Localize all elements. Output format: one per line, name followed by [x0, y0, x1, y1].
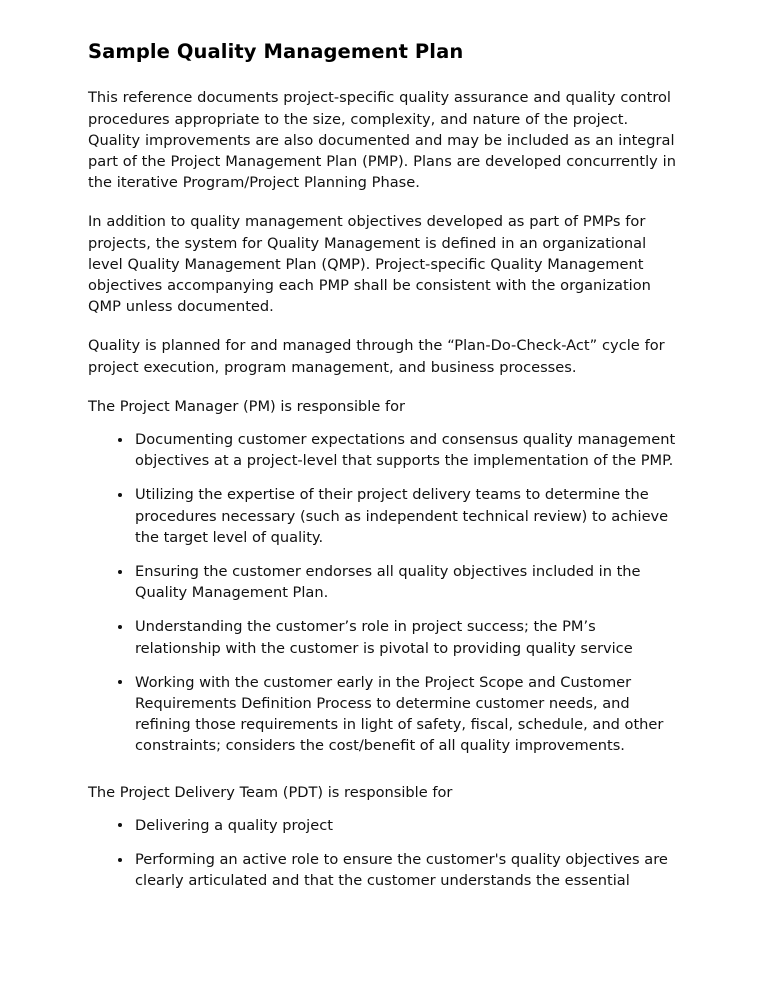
project-delivery-team-lead-in: The Project Delivery Team (PDT) is responsible for — [88, 783, 453, 801]
list-item-text: Working with the customer early in the Project Scope and Customer Requirements Definition Process to determine customer needs, and refining those requirements in light of safety, fiscal, schedule, and other constraints; considers the cost/benefit of all quality improvements. — [135, 673, 664, 755]
list-item — [88, 815, 680, 836]
bullet-dot-icon — [118, 570, 122, 574]
list-item-text: Performing an active role to ensure the customer's quality objectives are clearly articulated and that the customer understands the essential — [135, 851, 668, 890]
list-item — [88, 849, 680, 891]
bullet-dot-icon — [118, 438, 122, 442]
bullet-dot-icon — [118, 858, 122, 862]
bullet-dot-icon — [118, 823, 122, 827]
bullet-dot-icon — [118, 493, 122, 497]
list-item — [88, 429, 680, 471]
list-item — [88, 561, 680, 603]
page-title: Sample Quality Management Plan — [88, 40, 464, 63]
list-item-text: Utilizing the expertise of their project delivery teams to determine the procedures necessary (such as independent technical review) to achieve the target level of quality. — [135, 486, 669, 546]
list-item — [88, 616, 680, 658]
list-item — [88, 672, 680, 757]
project-manager-responsibility-list — [88, 429, 680, 757]
list-item-text: Ensuring the customer endorses all quality objectives included in the Quality Management Plan. — [135, 563, 641, 602]
bullet-dot-icon — [118, 625, 122, 629]
section-spacer — [88, 773, 680, 782]
intro-paragraph-3: Quality is planned for and managed through the “Plan-Do-Check-Act” cycle for project execution, program management, and business processes. — [88, 337, 665, 376]
project-delivery-team-responsibility-list — [88, 815, 680, 892]
list-item-text: Documenting customer expectations and consensus quality management objectives at a project-level that supports the implementation of the PMP. — [135, 431, 676, 470]
intro-paragraph-1: This reference documents project-specific quality assurance and quality control procedures appropriate to the size, complexity, and nature of the project. Quality improvements are also documented and may be included as an integral part of the Project Management Plan (PMP). Plans are developed concurrently in the iterative Program/Project Planning Phase. — [88, 89, 676, 192]
intro-paragraph-2: In addition to quality management objectives developed as part of PMPs for projects, the system for Quality Management is defined in an organizational level Quality Management Plan (QMP). Project-specific Quality Management objectives accompanying each PMP shall be consistent with the organization QMP unless documented. — [88, 213, 651, 316]
list-item — [88, 484, 680, 548]
list-item-text: Delivering a quality project — [135, 816, 333, 834]
bullet-dot-icon — [118, 680, 122, 684]
project-manager-lead-in: The Project Manager (PM) is responsible for — [88, 397, 406, 415]
list-item-text: Understanding the customer’s role in project success; the PM’s relationship with the customer is pivotal to providing quality service — [135, 618, 633, 657]
